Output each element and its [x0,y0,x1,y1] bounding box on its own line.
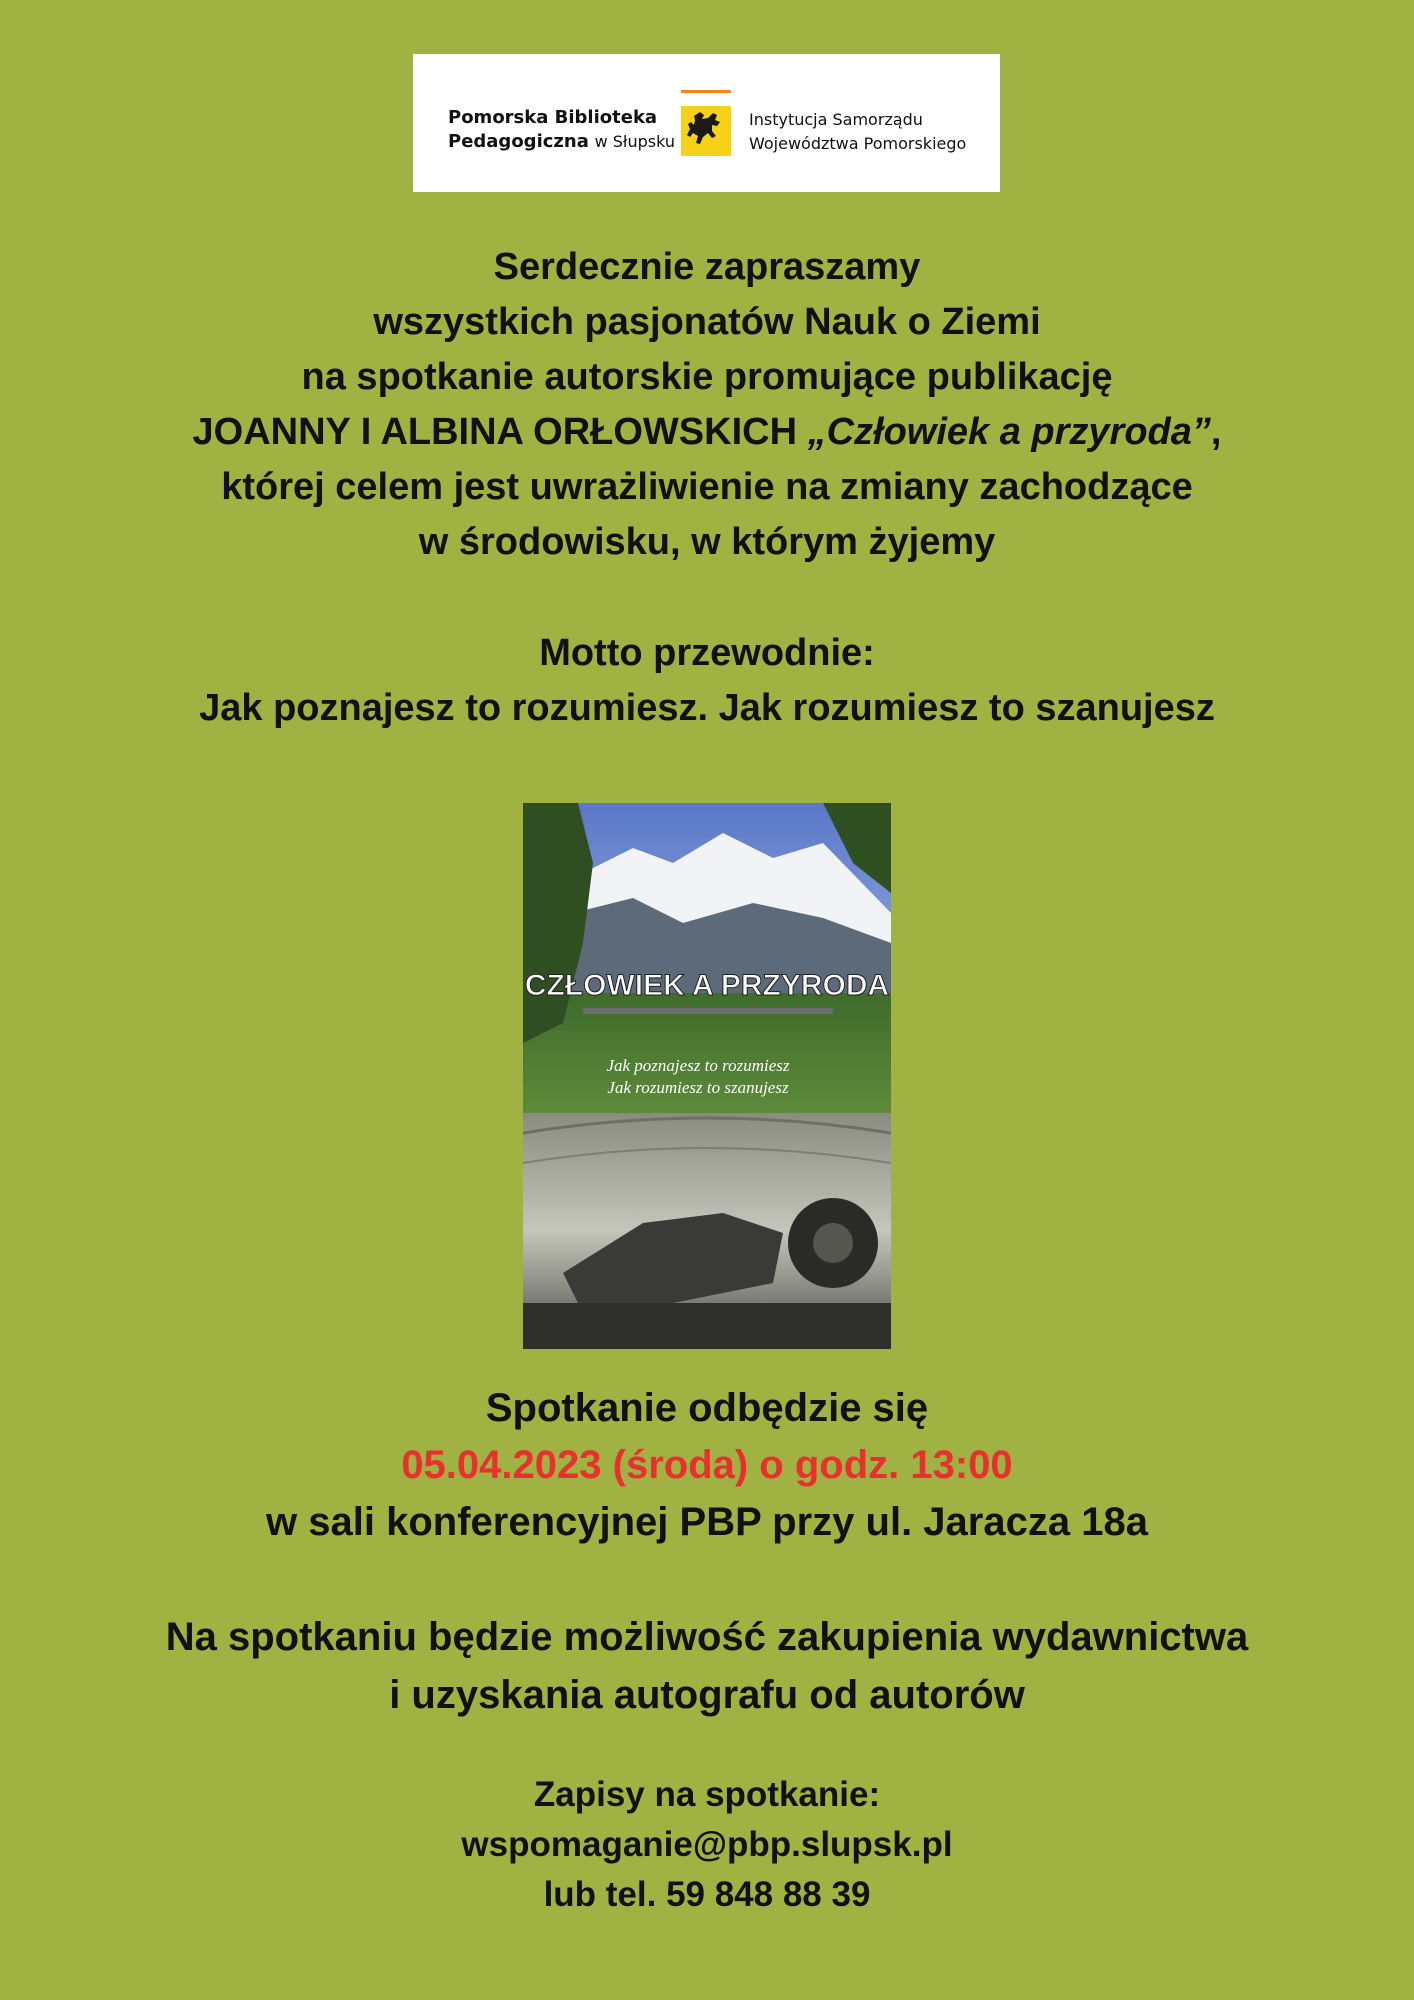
institution-name [749,108,966,156]
invitation-line5: której celem jest uwrażliwienie na zmiany zachodzące [221,466,1193,508]
book-cover-image [523,803,891,1349]
invitation-text [0,240,1414,570]
meeting-info [0,1380,1414,1551]
purchase-info [0,1608,1414,1724]
institution-line1: Instytucja Samorządu [749,110,923,129]
library-name-city: w Słupsku [594,132,676,151]
book-title: „Człowiek a przyroda” [807,411,1211,453]
authors-names: JOANNY I ALBINA ORŁOWSKICH [192,411,808,453]
cover-subtitle-line1: Jak poznajesz to rozumiesz [606,1056,790,1075]
motto-section [0,626,1414,736]
invitation-line4 [0,405,1414,460]
motto-text: Jak poznajesz to rozumiesz. Jak rozumiesz to szanujesz [199,687,1215,729]
library-logo-banner [413,54,1000,192]
purchase-line1: Na spotkaniu będzie możliwość zakupienia wydawnictwa [165,1615,1249,1659]
institution-line2: Województwa Pomorskiego [749,134,967,153]
invitation-line3: na spotkanie autorskie promujące publikację [301,356,1113,398]
invitation-line2: wszystkich pasjonatów Nauk o Ziemi [373,301,1041,343]
invitation-line1: Serdecznie zapraszamy [493,246,921,288]
signup-label: Zapisy na spotkanie: [533,1775,881,1814]
signup-phone: lub tel. 59 848 88 39 [543,1875,871,1914]
library-name-line1: Pomorska Biblioteka [448,107,658,128]
signup-info [0,1770,1414,1920]
library-name-line2: Pedagogiczna [448,131,589,152]
griffin-emblem-icon [681,90,731,156]
title-comma: , [1210,411,1222,453]
meeting-date: 05.04.2023 (środa) o godz. 13:00 [401,1443,1013,1487]
meeting-intro: Spotkanie odbędzie się [485,1386,929,1430]
library-name [448,106,675,154]
invitation-line6: w środowisku, w którym żyjemy [418,521,996,563]
cover-subtitle-line2: Jak rozumiesz to szanujesz [607,1078,789,1097]
signup-email[interactable]: wspomaganie@pbp.slupsk.pl [461,1825,953,1864]
meeting-place: w sali konferencyjnej PBP przy ul. Jaracza 18a [266,1500,1148,1544]
motto-label: Motto przewodnie: [539,632,875,674]
purchase-line2: i uzyskania autografu od autorów [389,1673,1025,1717]
cover-title: CZŁOWIEK A PRZYRODA [524,969,890,1002]
